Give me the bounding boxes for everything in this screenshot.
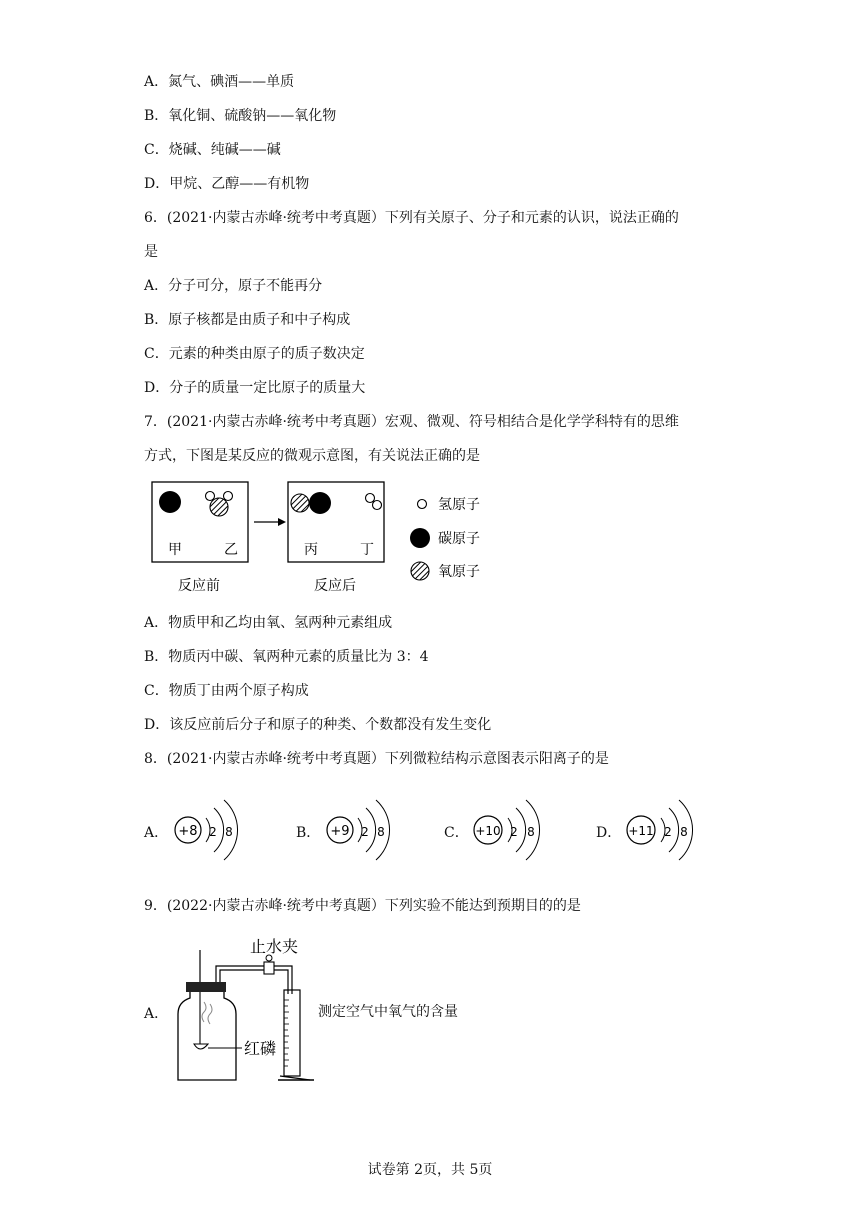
atom-diagram-b xyxy=(324,794,404,866)
hydrogen-atom xyxy=(366,494,375,503)
after-caption: 反应后 xyxy=(314,578,356,594)
svg-text:+11: +11 xyxy=(628,824,654,838)
stopper xyxy=(186,982,226,992)
reaction-diagram xyxy=(144,476,504,600)
q6-stem-line2: 是 xyxy=(144,244,158,260)
q7-option-b: B．物质丙中碳、氧两种元素的质量比为 3：4 xyxy=(144,649,429,665)
svg-text:8: 8 xyxy=(680,825,688,839)
svg-text:+10: +10 xyxy=(475,824,501,838)
label-jia: 甲 xyxy=(168,542,182,558)
q7-option-d: D．该反应前后分子和原子的种类、个数都没有发生变化 xyxy=(144,717,492,733)
svg-text:8: 8 xyxy=(527,825,535,839)
q8-choice-b-letter: B． xyxy=(296,825,321,841)
label-bing: 丙 xyxy=(304,542,318,558)
label-ding: 丁 xyxy=(360,542,374,558)
legend-carbon: 碳原子 xyxy=(438,531,480,547)
q8-choice-c-letter: C． xyxy=(444,825,469,841)
q5-option-c: C．烧碱、纯碱——碱 xyxy=(144,142,281,158)
svg-text:2: 2 xyxy=(361,825,369,839)
before-caption: 反应前 xyxy=(178,578,220,594)
legend-carbon-icon xyxy=(410,528,430,548)
carbon-atom xyxy=(309,492,331,514)
q5-option-d: D．甲烷、乙醇——有机物 xyxy=(144,176,310,192)
q8-choice-a-letter: A． xyxy=(144,825,169,841)
water-clamp xyxy=(264,962,274,974)
legend-oxygen: 氧原子 xyxy=(438,564,480,580)
atom-diagram-a xyxy=(172,794,252,866)
q7-option-a: A．物质甲和乙均由氧、氢两种元素组成 xyxy=(144,615,393,631)
atom-diagram-c xyxy=(472,794,552,866)
q6-option-a: A．分子可分，原子不能再分 xyxy=(144,278,323,294)
q7-stem-line1: 7．(2021·内蒙古赤峰·统考中考真题）宏观、微观、符号相结合是化学学科特有的思维 xyxy=(144,414,679,430)
q6-option-c: C．元素的种类由原子的质子数决定 xyxy=(144,346,365,362)
hydrogen-atom xyxy=(206,492,215,501)
svg-text:+9: +9 xyxy=(330,824,350,839)
oxygen-atom xyxy=(210,498,228,516)
svg-text:8: 8 xyxy=(225,825,233,839)
hydrogen-atom xyxy=(373,501,382,510)
graduated-cylinder xyxy=(284,990,300,1076)
clamp-label: 止水夹 xyxy=(250,937,299,956)
arrow-head xyxy=(278,518,286,526)
q5-option-a: A．氮气、碘酒——单质 xyxy=(144,74,295,90)
atom-diagram-d xyxy=(624,794,704,866)
page-footer: 试卷第 2页，共 5页 xyxy=(367,1162,493,1178)
q7-stem-line2: 方式，下图是某反应的微观示意图，有关说法正确的是 xyxy=(144,448,480,464)
gas-bottle xyxy=(178,992,236,1080)
svg-text:2: 2 xyxy=(664,825,672,839)
legend-oxygen-icon xyxy=(411,562,429,580)
q8-stem: 8．(2021·内蒙古赤峰·统考中考真题）下列微粒结构示意图表示阳离子的是 xyxy=(144,751,609,767)
q7-option-c: C．物质丁由两个原子构成 xyxy=(144,683,309,699)
phosphorus-label: 红磷 xyxy=(244,1039,277,1058)
svg-text:+8: +8 xyxy=(178,824,198,839)
svg-text:2: 2 xyxy=(209,825,217,839)
q9-stem: 9．(2022·内蒙古赤峰·统考中考真题）下列实验不能达到预期目的的是 xyxy=(144,898,581,914)
carbon-atom xyxy=(159,491,181,513)
q5-option-b: B．氧化铜、硫酸钠——氧化物 xyxy=(144,108,337,124)
svg-text:2: 2 xyxy=(510,825,518,839)
oxygen-apparatus-diagram xyxy=(170,930,330,1090)
q8-choice-d-letter: D． xyxy=(596,825,622,841)
q6-option-d: D．分子的质量一定比原子的质量大 xyxy=(144,380,366,396)
legend-hydrogen-icon xyxy=(418,500,427,509)
q9-option-a-letter: A． xyxy=(144,1006,169,1022)
q6-option-b: B．原子核都是由质子和中子构成 xyxy=(144,312,351,328)
q6-stem-line1: 6．(2021·内蒙古赤峰·统考中考真题）下列有关原子、分子和元素的认识，说法正确的 xyxy=(144,210,679,226)
q9-option-a-text: 测定空气中氧气的含量 xyxy=(318,1004,458,1020)
legend-hydrogen: 氢原子 xyxy=(438,497,480,513)
hydrogen-atom xyxy=(224,492,233,501)
oxygen-atom xyxy=(291,494,309,512)
label-yi: 乙 xyxy=(224,542,238,558)
svg-text:8: 8 xyxy=(377,825,385,839)
